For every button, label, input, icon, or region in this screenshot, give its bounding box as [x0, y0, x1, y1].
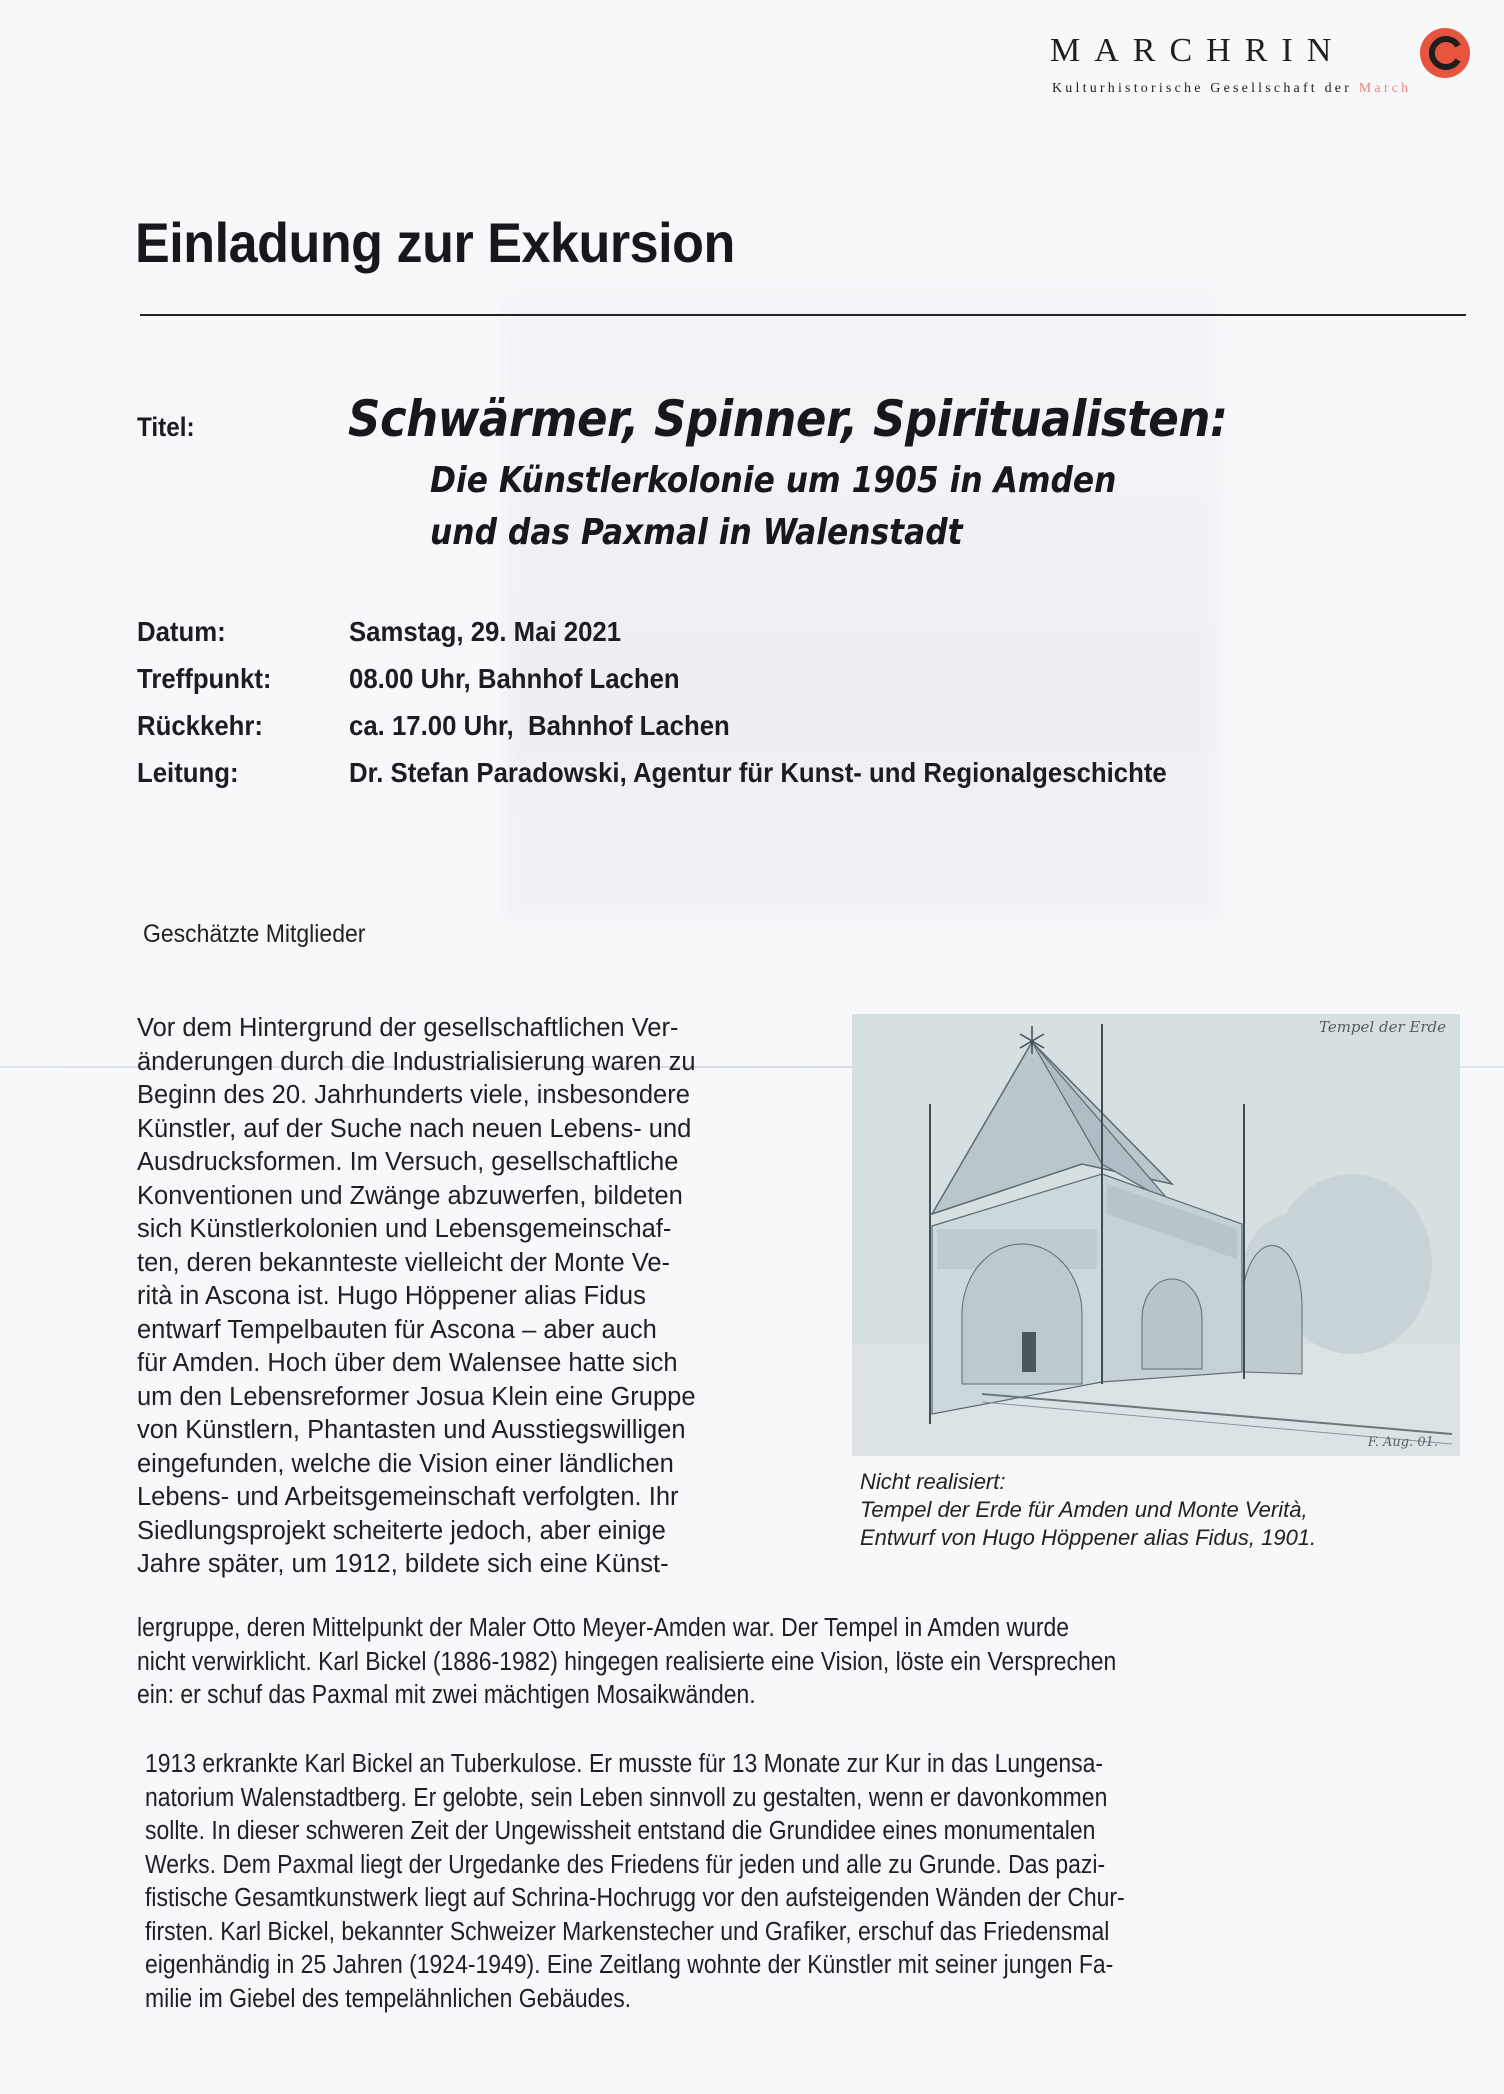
paragraph-line: ten, deren bekannteste vielleicht der Monte Ve- — [137, 1248, 670, 1277]
detail-value: ca. 17.00 Uhr, Bahnhof Lachen — [349, 710, 730, 741]
paragraph-2 — [145, 1748, 1475, 2016]
logo-subtitle-prefix: Kulturhistorische Gesellschaft der — [1052, 81, 1353, 96]
paragraph-line: eingefunden, welche die Vision einer ländlichen — [137, 1449, 674, 1478]
paragraph-1-continuation — [137, 1612, 1467, 1713]
paragraph-line: Lebens- und Arbeitsgemeinschaft verfolgten. Ihr — [137, 1483, 679, 1511]
paragraph-1 — [137, 1012, 827, 1582]
greeting: Geschätzte Mitglieder — [143, 920, 366, 948]
heading-divider — [140, 314, 1466, 316]
detail-value: 08.00 Uhr, Bahnhof Lachen — [349, 663, 680, 694]
excursion-title: Schwärmer, Spinner, Spiritualisten: — [348, 390, 1228, 448]
paragraph-line: Künstler, auf der Suche nach neuen Lebens- und — [137, 1114, 692, 1143]
detail-label: Leitung: — [137, 757, 239, 788]
figure-signature: F. Aug. 01. — [1367, 1435, 1438, 1450]
paragraph-line: Werks. Dem Paxmal liegt der Urgedanke des Friedens für jeden und alle zu Grunde. Das pazi- — [145, 1850, 1106, 1879]
paragraph-line: rità in Ascona ist. Hugo Höppener alias Fidus — [137, 1282, 646, 1310]
bleed-through-shadow — [505, 290, 1220, 920]
caption-line: Entwurf von Hugo Höppener alias Fidus, 1901. — [860, 1525, 1317, 1550]
figure-handwritten-note: Tempel der Erde — [1318, 1018, 1446, 1036]
detail-value: Dr. Stefan Paradowski, Agentur für Kunst- und Regionalgeschichte — [349, 757, 1167, 788]
logo-subtitle — [1052, 81, 1411, 97]
marchring-logo — [1050, 26, 1490, 106]
page-heading: Einladung zur Exkursion — [135, 211, 735, 274]
detail-label: Datum: — [137, 616, 226, 647]
logo-ring-icon — [1418, 26, 1472, 80]
paragraph-line: 1913 erkrankte Karl Bickel an Tuberkulose. Er musste für 13 Monate zur Kur in das Lungensa- — [145, 1750, 1104, 1778]
paragraph-line: firsten. Karl Bickel, bekannter Schweizer Markenstecher und Grafiker, erschuf das Friedensmal — [145, 1917, 1110, 1946]
detail-label: Rückkehr: — [137, 710, 263, 741]
temple-drawing-figure — [852, 1014, 1460, 1456]
paragraph-line: eigenhändig in 25 Jahren (1924-1949). Eine Zeitlang wohnte der Künstler mit seiner jungen Fa- — [145, 1951, 1114, 1979]
paragraph-line: Siedlungsprojekt scheiterte jedoch, aber einige — [137, 1516, 666, 1545]
paragraph-line: für Amden. Hoch über dem Walensee hatte sich — [137, 1349, 678, 1377]
paragraph-line: Konventionen und Zwänge abzuwerfen, bildeten — [137, 1181, 683, 1210]
paragraph-line: nicht verwirklicht. Karl Bickel (1886-1982) hingegen realisierte eine Vision, löste ein Versprechen — [137, 1647, 1117, 1676]
paragraph-line: Ausdrucksformen. Im Versuch, gesellschaftliche — [137, 1148, 679, 1176]
paragraph-line: änderungen durch die Industrialisierung waren zu — [137, 1047, 696, 1076]
logo-subtitle-accent: March — [1358, 81, 1412, 96]
paragraph-line: milie im Giebel des tempelähnlichen Gebäudes. — [145, 1984, 632, 2013]
paragraph-line: natorium Walenstadtberg. Er gelobte, sein Leben sinnvoll zu gestalten, wenn er davonkommen — [145, 1783, 1108, 1812]
paragraph-line: Vor dem Hintergrund der gesellschaftlichen Ver- — [137, 1014, 679, 1042]
paragraph-line: Beginn des 20. Jahrhunderts viele, insbesondere — [137, 1081, 690, 1109]
detail-value: Samstag, 29. Mai 2021 — [349, 616, 622, 647]
figure-caption — [860, 1468, 1316, 1552]
temple-sketch-image — [852, 1014, 1460, 1456]
paragraph-line: fistische Gesamtkunstwerk liegt auf Schrina-Hochrugg vor den aufsteigenden Wänden der Chur- — [145, 1884, 1125, 1912]
excursion-subtitle-line-1: Die Künstlerkolonie um 1905 in Amden — [430, 460, 1117, 501]
caption-line: Nicht realisiert: — [860, 1469, 1006, 1494]
paragraph-line: entwarf Tempelbauten für Ascona – aber auch — [137, 1315, 657, 1344]
paragraph-line: lergruppe, deren Mittelpunkt der Maler Otto Meyer-Amden war. Der Tempel in Amden wurde — [137, 1614, 1070, 1642]
paragraph-line: von Künstlern, Phantasten und Ausstiegswilligen — [137, 1416, 686, 1444]
detail-label: Treffpunkt: — [137, 663, 272, 694]
logo-wordmark: MARCHRIN — [1050, 32, 1346, 69]
title-label: Titel: — [137, 412, 195, 442]
paragraph-line: sich Künstlerkolonien und Lebensgemeinschaf- — [137, 1215, 672, 1243]
sketch-right-arch — [1142, 1279, 1202, 1369]
paragraph-line: Jahre später, um 1912, bildete sich eine Künst- — [137, 1550, 669, 1578]
excursion-subtitle-line-2: und das Paxmal in Walenstadt — [430, 512, 963, 553]
caption-line: Tempel der Erde für Amden und Monte Verità, — [860, 1497, 1308, 1522]
paragraph-line: um den Lebensreformer Josua Klein eine Gruppe — [137, 1382, 696, 1411]
paragraph-line: sollte. In dieser schweren Zeit der Ungewissheit entstand die Grundidee eines monumentalen — [145, 1817, 1096, 1845]
paragraph-line: ein: er schuf das Paxmal mit zwei mächtigen Mosaikwänden. — [137, 1681, 756, 1709]
